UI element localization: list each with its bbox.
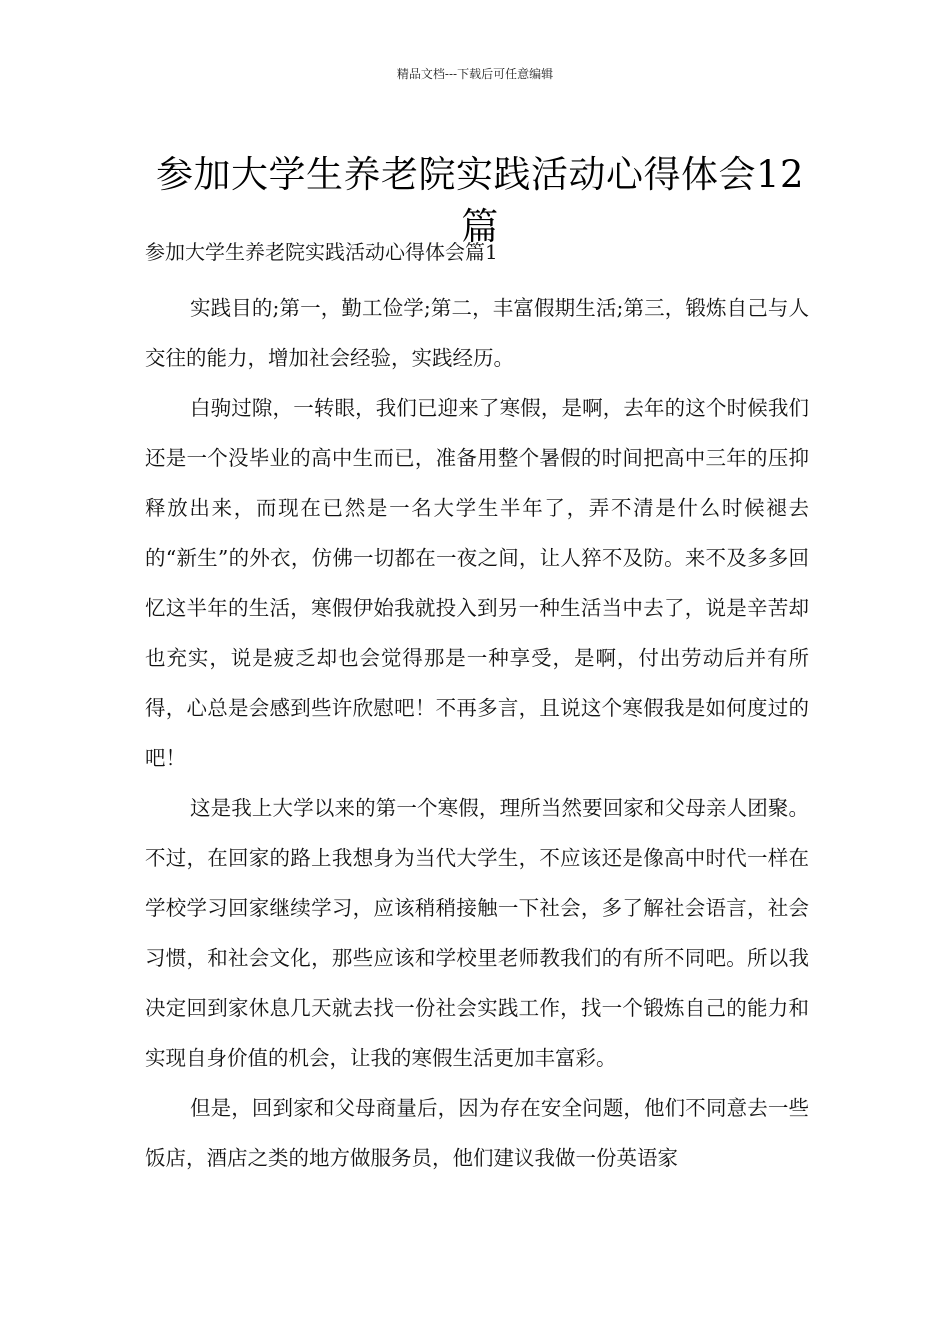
page-header-note: 精品文档---下载后可任意编辑 (396, 67, 554, 81)
document-title: 参加大学生养老院实践活动心得体会12篇 (155, 152, 805, 248)
section-heading: 参加大学生养老院实践活动心得体会篇1 (145, 240, 498, 264)
paragraph: 这是我上大学以来的第一个寒假，理所当然要回家和父母亲人团聚。不过，在回家的路上我想身为当代大学生，不应该还是像高中时代一样在学校学习回家继续学习，应该稍稍接触一下社会，多了解社会语言，社会习惯，和社会文化，那些应该和学校里老师教我们的有所不同吧。所以我决定回到家休息几天就去找一份社会实践工作，找一个锻炼自己的能力和实现自身价值的机会，让我的寒假生活更加丰富彩。 (145, 796, 809, 1070)
paragraph: 白驹过隙，一转眼，我们已迎来了寒假，是啊，去年的这个时候我们还是一个没毕业的高中生而已，准备用整个暑假的时间把高中三年的压抑释放出来，而现在已然是一名大学生半年了，弄不清是什么时候褪去的“新生”的外衣，仿佛一切都在一夜之间，让人猝不及防。来不及多多回忆这半年的生活，寒假伊始我就投入到另一种生活当中去了，说是辛苦却也充实，说是疲乏却也会觉得那是一种享受，是啊，付出劳动后并有所得，心总是会感到些许欣慰吧！不再多言，且说这个寒假我是如何度过的吧！ (145, 396, 809, 770)
paragraph: 但是，回到家和父母商量后，因为存在安全问题，他们不同意去一些饭店，酒店之类的地方做服务员，他们建议我做一份英语家 (145, 1096, 809, 1170)
paragraph: 实践目的;第一，勤工俭学;第二，丰富假期生活;第三，锻炼自己与人交往的能力，增加社会经验，实践经历。 (145, 296, 809, 370)
document-body (145, 283, 809, 1183)
